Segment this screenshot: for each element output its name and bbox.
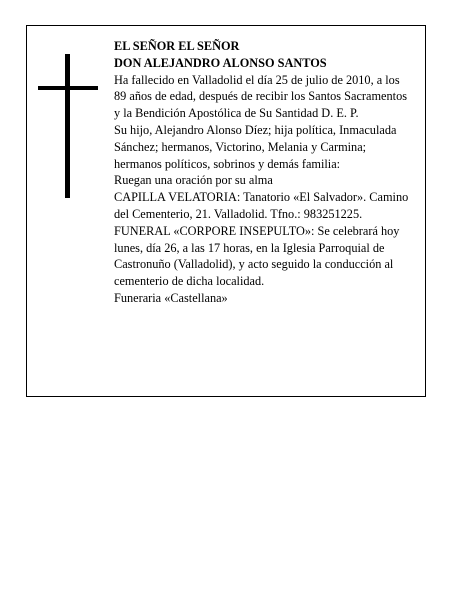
death-announcement: Ha fallecido en Valladolid el día 25 de julio de 2010, a los 89 años de edad, después de recibir los Santos Sacramentos y la Bendición Apostólica de Su Santidad D. E. P. [114, 72, 407, 121]
prayer-request: Ruegan una oración por su alma [114, 173, 273, 188]
family-list: Su hijo, Alejandro Alonso Díez; hija política, Inmaculada Sánchez; hermanos, Victorino, Melania y Carmina; hermanos políticos, sobrinos y demás familia: [114, 122, 397, 171]
wake-chapel-info: CAPILLA VELATORIA: Tanatorio «El Salvador». Camino del Cementerio, 21. Valladolid. Tfno.: 983251225. [114, 190, 409, 221]
funeral-info: FUNERAL «CORPORE INSEPULTO»: Se celebrará hoy lunes, día 26, a las 17 horas, en la Iglesia Parroquial de Castronuño (Valladolid), y acto seguido la conducción al cementerio de dicha localidad. [114, 223, 400, 289]
notice-heading-title: EL SEÑOR EL SEÑOR [114, 39, 240, 53]
cross-horizontal-bar [38, 86, 98, 90]
funeral-home: Funeraria «Castellana» [114, 290, 228, 305]
cross-vertical-bar [65, 54, 70, 198]
obituary-text [114, 38, 414, 307]
deceased-name: DON ALEJANDRO ALONSO SANTOS [114, 55, 327, 70]
cross-icon [38, 54, 98, 198]
